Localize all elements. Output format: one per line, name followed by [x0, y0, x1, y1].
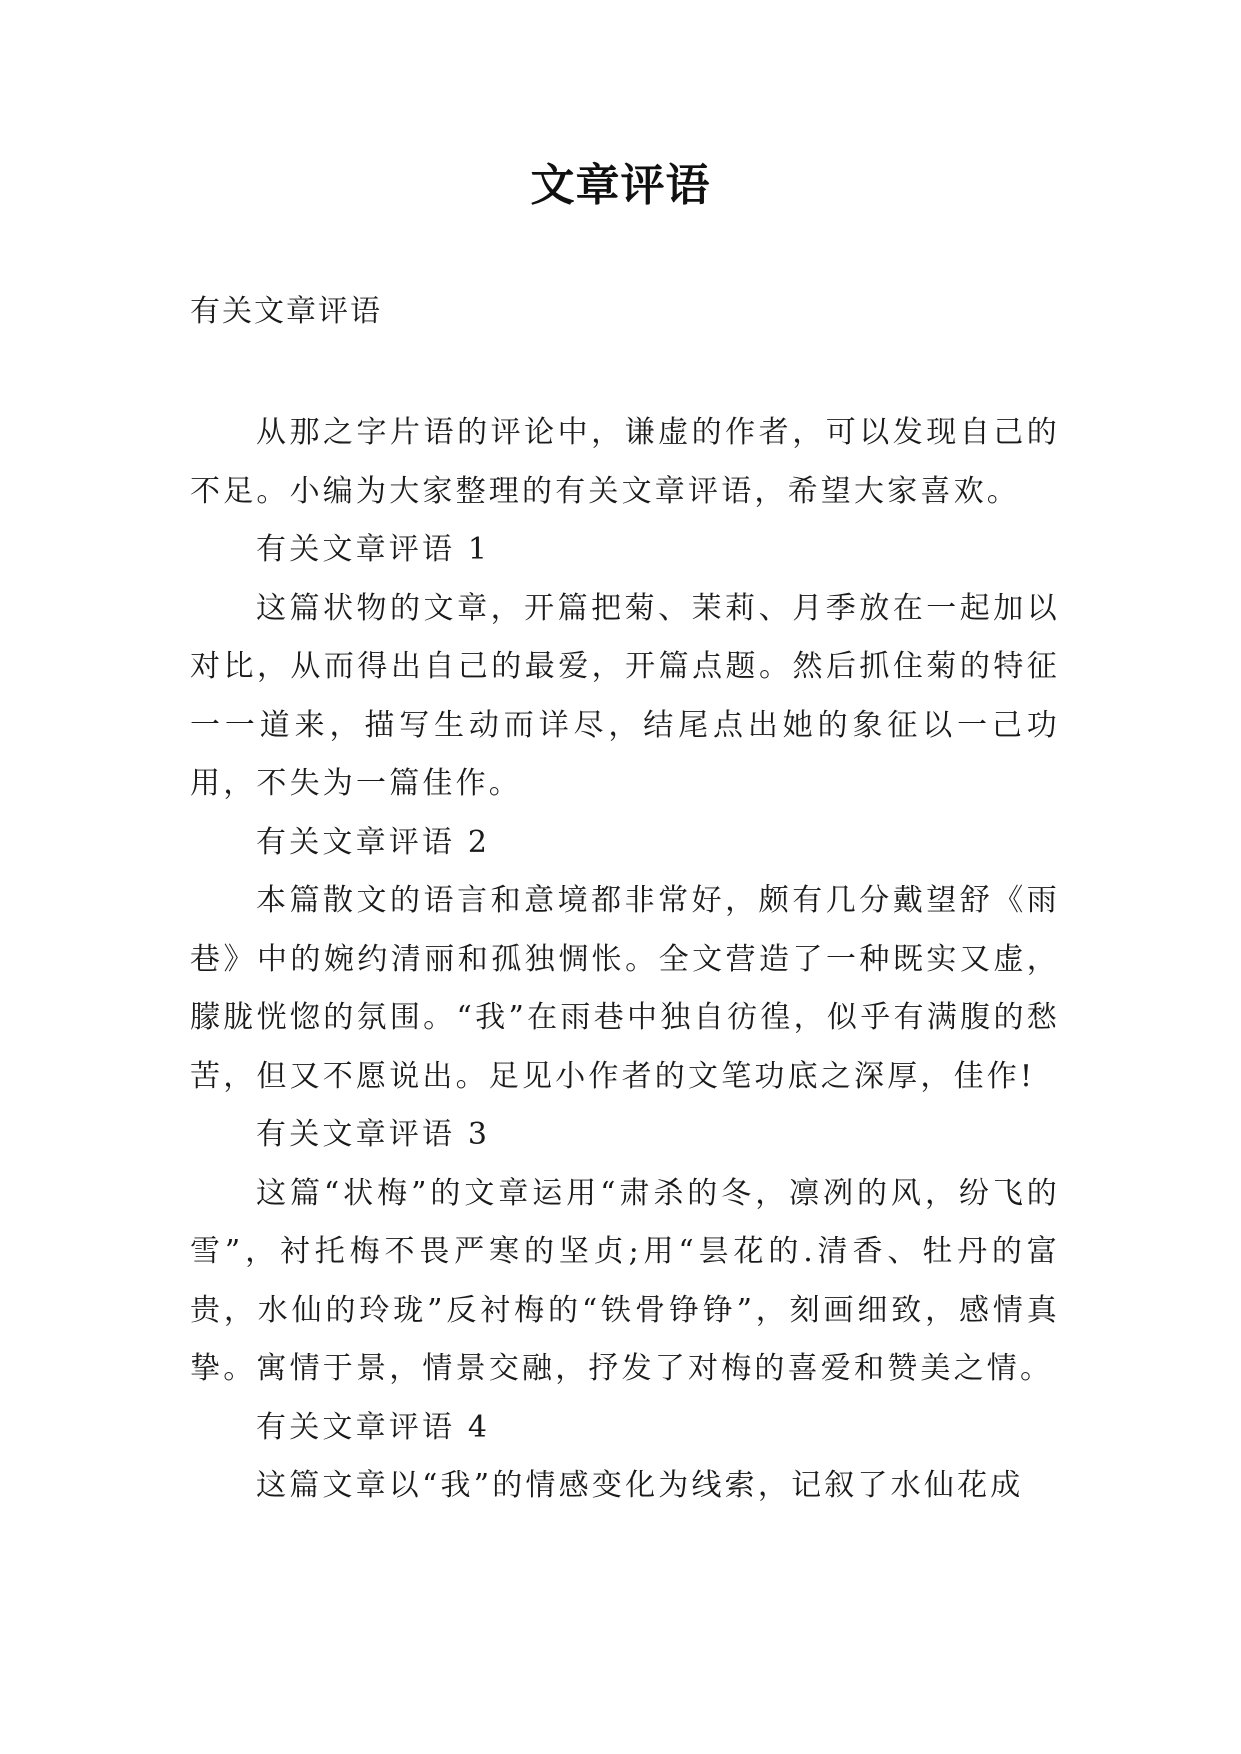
body-paragraph: 这篇状物的文章，开篇把菊、茉莉、月季放在一起加以对比，从而得出自己的最爱，开篇点题。然后抓住菊的特征一一道来，描写生动而详尽，结尾点出她的象征以一己功用，不失为一篇佳作。 — [190, 590, 1060, 801]
intro-paragraph: 从那之字片语的评论中，谦虚的作者，可以发现自己的不足。小编为大家整理的有关文章评语，希望大家喜欢。 — [190, 415, 1060, 509]
section-heading: 有关文章评语 1 — [256, 532, 491, 567]
body-paragraph: 这篇文章以“我”的情感变化为线索，记叙了水仙花成 — [256, 1468, 1024, 1503]
document-subtitle: 有关文章评语 — [190, 294, 382, 329]
document-title: 文章评语 — [530, 160, 711, 211]
body-paragraph: 这篇“状梅”的文章运用“肃杀的冬，凛冽的风，纷飞的雪”，衬托梅不畏严寒的坚贞;用“昙花的.清香、牡丹的富贵，水仙的玲珑”反衬梅的“铁骨铮铮”，刻画细致，感情真挚。寓情于景，情景交融，抒发了对梅的喜爱和赞美之情。 — [190, 1175, 1060, 1386]
section-heading: 有关文章评语 4 — [256, 1409, 491, 1445]
body-paragraph: 本篇散文的语言和意境都非常好，颇有几分戴望舒《雨巷》中的婉约清丽和孤独惆怅。全文营造了一种既实又虚，朦胧恍惚的氛围。“我”在雨巷中独自彷徨，似乎有满腹的愁苦，但又不愿说出。足见小作者的文笔功底之深厚，佳作! — [190, 883, 1060, 1094]
section-heading: 有关文章评语 2 — [256, 824, 491, 860]
document-body — [190, 404, 1060, 1516]
section-heading: 有关文章评语 3 — [256, 1117, 491, 1152]
